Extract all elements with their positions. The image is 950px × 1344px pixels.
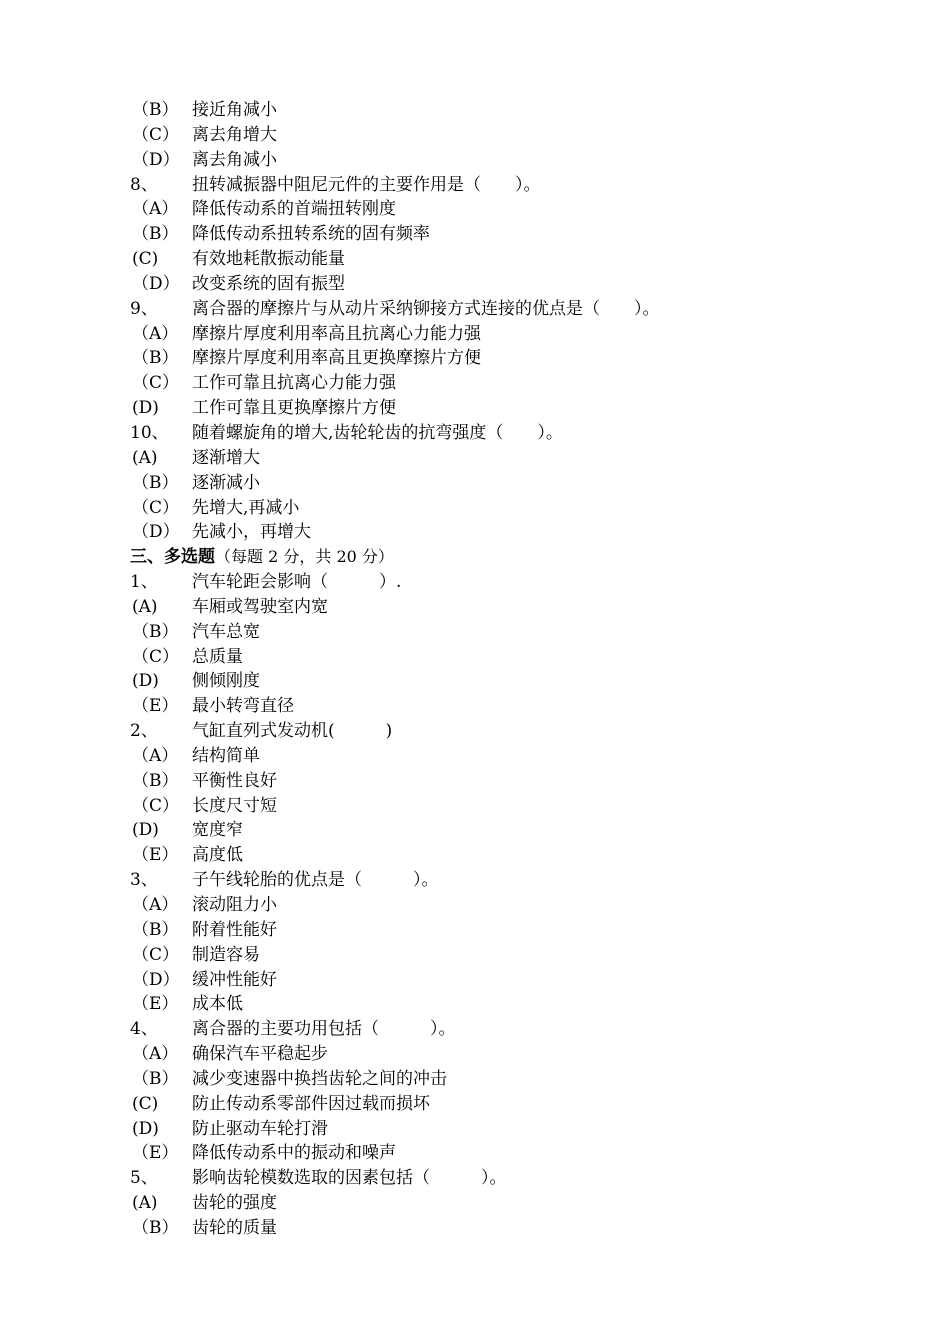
answer-option	[0, 1141, 950, 1166]
option-text: 制造容易	[192, 944, 260, 965]
option-letter: （B）	[132, 348, 179, 369]
answer-option	[0, 520, 950, 545]
option-text: 高度低	[192, 845, 243, 866]
question-number: 3、	[130, 870, 158, 891]
question-stem	[0, 1166, 950, 1191]
option-letter: （D）	[132, 149, 180, 170]
answer-option	[0, 818, 950, 843]
option-text: 接近角减小	[192, 100, 277, 120]
option-text: 降低传动系的首端扭转刚度	[192, 199, 396, 220]
answer-option	[0, 843, 950, 868]
option-letter: （D）	[132, 273, 180, 294]
option-text: 离去角增大	[192, 124, 277, 145]
question-stem	[0, 570, 950, 595]
answer-option	[0, 794, 950, 819]
answer-option	[0, 943, 950, 968]
option-text: 降低传动系扭转系统的固有频率	[192, 224, 430, 245]
option-text: 齿轮的强度	[192, 1193, 277, 1214]
option-text: 确保汽车平稳起步	[192, 1044, 328, 1065]
option-text: 附着性能好	[192, 919, 277, 940]
option-letter: （B）	[132, 621, 179, 642]
answer-option	[0, 992, 950, 1017]
option-text: 结构简单	[192, 745, 260, 766]
question-stem	[0, 421, 950, 446]
question-number: 10、	[130, 422, 169, 443]
option-letter: （A）	[132, 1044, 179, 1065]
option-letter: （B）	[132, 1217, 179, 1238]
answer-option	[0, 123, 950, 148]
option-text: 侧倾刚度	[192, 671, 260, 692]
question-number: 9、	[130, 298, 158, 319]
question-text: 汽车轮距会影响（ ）.	[192, 572, 402, 593]
answer-option	[0, 893, 950, 918]
section-scoring-note: （每题 2 分，共 20 分）	[215, 547, 394, 567]
question-number: 2、	[130, 721, 158, 742]
option-letter: （B）	[132, 919, 179, 940]
answer-option	[0, 645, 950, 670]
answer-option	[0, 918, 950, 943]
option-text: 工作可靠且抗离心力能力强	[192, 373, 396, 394]
option-letter: （B）	[132, 472, 179, 493]
question-number: 8、	[130, 174, 158, 195]
question-text: 随着螺旋角的增大,齿轮轮齿的抗弯强度（ ）。	[192, 422, 563, 443]
answer-option	[0, 744, 950, 769]
answer-option	[0, 446, 950, 471]
answer-option	[0, 222, 950, 247]
option-text: 离去角减小	[192, 149, 277, 170]
exam-page	[0, 98, 950, 1241]
question-text: 扭转减振器中阻尼元件的主要作用是（ ）。	[192, 174, 541, 195]
option-text: 摩擦片厚度利用率高且更换摩擦片方便	[192, 348, 481, 369]
option-letter: (D)	[132, 1118, 159, 1139]
option-text: 防止驱动车轮打滑	[192, 1118, 328, 1139]
answer-option	[0, 1216, 950, 1241]
section-heading	[0, 545, 950, 570]
option-text: 减少变速器中换挡齿轮之间的冲击	[192, 1068, 447, 1089]
option-letter: (A)	[132, 447, 158, 468]
option-letter: (D)	[132, 820, 159, 841]
option-text: 先增大,再减小	[192, 497, 300, 518]
option-text: 有效地耗散振动能量	[192, 249, 345, 270]
answer-option	[0, 148, 950, 173]
option-text: 逐渐增大	[192, 447, 260, 468]
option-letter: （E）	[132, 994, 179, 1015]
option-letter: （E）	[132, 696, 179, 717]
question-stem	[0, 719, 950, 744]
option-letter: (A)	[132, 596, 158, 617]
option-letter: （C）	[132, 124, 180, 145]
option-text: 先减小，再增大	[192, 522, 311, 543]
answer-option	[0, 346, 950, 371]
question-text: 离合器的主要功用包括（ ）。	[192, 1019, 456, 1040]
option-letter: (C)	[132, 1093, 159, 1114]
question-number: 1、	[130, 572, 158, 593]
answer-option	[0, 595, 950, 620]
question-stem	[0, 1017, 950, 1042]
option-text: 齿轮的质量	[192, 1217, 277, 1238]
answer-option	[0, 272, 950, 297]
answer-option	[0, 1067, 950, 1092]
question-stem	[0, 297, 950, 322]
answer-option	[0, 98, 950, 123]
option-text: 滚动阻力小	[192, 895, 277, 915]
option-letter: （B）	[132, 770, 179, 791]
answer-option	[0, 396, 950, 421]
option-letter: （B）	[132, 100, 179, 120]
answer-option	[0, 197, 950, 222]
question-stem	[0, 173, 950, 198]
option-letter: （B）	[132, 224, 179, 245]
section-header	[130, 545, 394, 570]
question-number: 4、	[130, 1019, 158, 1040]
answer-option	[0, 968, 950, 993]
option-letter: （A）	[132, 895, 179, 915]
option-text: 改变系统的固有振型	[192, 273, 345, 294]
option-letter: (D)	[132, 398, 159, 419]
option-letter: (D)	[132, 671, 159, 692]
option-letter: （D）	[132, 522, 180, 543]
option-text: 车厢或驾驶室内宽	[192, 596, 328, 617]
answer-option	[0, 1117, 950, 1142]
answer-option	[0, 669, 950, 694]
option-letter: （C）	[132, 944, 180, 965]
answer-option	[0, 496, 950, 521]
question-text: 影响齿轮模数选取的因素包括（ ）。	[192, 1168, 507, 1189]
option-letter: （B）	[132, 1068, 179, 1089]
option-text: 总质量	[192, 646, 243, 667]
question-text: 离合器的摩擦片与从动片采纳铆接方式连接的优点是（ ）。	[192, 298, 660, 319]
question-stem	[0, 868, 950, 893]
option-letter: （A）	[132, 323, 179, 344]
option-letter: （C）	[132, 646, 180, 667]
option-letter: （C）	[132, 373, 180, 394]
option-letter: (A)	[132, 1193, 158, 1214]
answer-option	[0, 1042, 950, 1067]
option-text: 汽车总宽	[192, 621, 260, 642]
option-letter: (C)	[132, 249, 159, 270]
option-text: 逐渐减小	[192, 472, 260, 493]
option-letter: （C）	[132, 795, 180, 816]
question-number: 5、	[130, 1168, 158, 1189]
option-text: 缓冲性能好	[192, 969, 277, 990]
option-text: 长度尺寸短	[192, 795, 277, 816]
answer-option	[0, 620, 950, 645]
option-letter: （D）	[132, 969, 180, 990]
option-letter: （A）	[132, 199, 179, 220]
section-title: 三、多选题	[130, 547, 215, 568]
option-letter: （C）	[132, 497, 180, 518]
option-text: 最小转弯直径	[192, 696, 294, 717]
answer-option	[0, 694, 950, 719]
question-text: 子午线轮胎的优点是（ ）。	[192, 870, 439, 891]
option-text: 摩擦片厚度利用率高且抗离心力能力强	[192, 323, 481, 344]
option-text: 平衡性良好	[192, 770, 277, 791]
option-text: 工作可靠且更换摩擦片方便	[192, 398, 396, 419]
answer-option	[0, 247, 950, 272]
option-letter: （E）	[132, 1143, 179, 1164]
option-letter: （E）	[132, 845, 179, 866]
answer-option	[0, 322, 950, 347]
option-text: 防止传动系零部件因过载而损坏	[192, 1093, 430, 1114]
question-text: 气缸直列式发动机( )	[192, 721, 393, 742]
answer-option	[0, 371, 950, 396]
option-letter: （A）	[132, 745, 179, 766]
option-text: 宽度窄	[192, 820, 243, 841]
answer-option	[0, 769, 950, 794]
answer-option	[0, 1092, 950, 1117]
answer-option	[0, 1191, 950, 1216]
answer-option	[0, 471, 950, 496]
option-text: 成本低	[192, 994, 243, 1015]
option-text: 降低传动系中的振动和噪声	[192, 1143, 396, 1164]
